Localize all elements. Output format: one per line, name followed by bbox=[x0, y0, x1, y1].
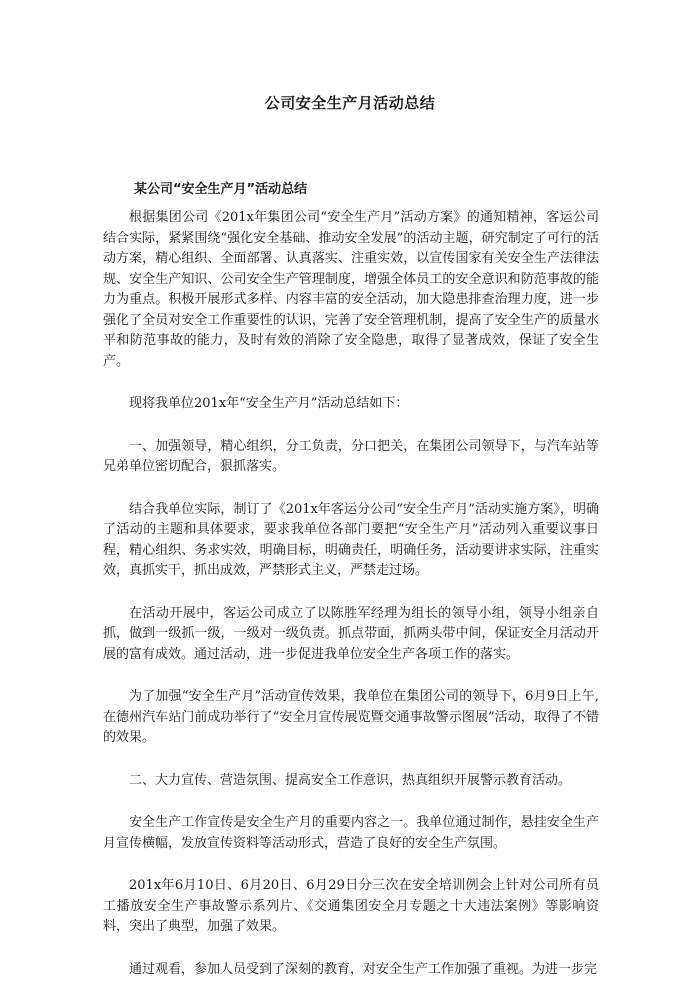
document-subtitle: 某公司“安全生产月”活动总结 bbox=[134, 182, 308, 197]
paragraph-implementation-plan: 结合我单位实际，制订了《201x年客运分公司“安全生产月”活动实施方案》，明确了活动的主题和具体要求，要求我单位各部门要把“安全生产月”活动列入重要议事日程，精心组织、务求实效，明确目标，明确责任，明确任务，活动要讲求实际，注重实效，真抓实干，抓出成效，严禁形式主义，严禁走过场。 bbox=[103, 501, 599, 578]
paragraph-publicity-event: 为了加强“安全生产月”活动宣传效果，我单位在集团公司的领导下，6月9日上午,在德州汽车站门前成功举行了“安全月宣传展览暨交通事故警示图展”活动，取得了不错的效果。 bbox=[103, 689, 599, 745]
paragraph-section-one-heading: 一、加强领导，精心组织，分工负责，分口把关，在集团公司领导下，与汽车站等兄弟单位密切配合，狠抓落实。 bbox=[103, 438, 599, 474]
paragraph-publicity-work: 安全生产工作宣传是安全生产月的重要内容之一。我单位通过制作，悬挂安全生产月宣传横幅，发放宣传资料等活动形式，营造了良好的安全生产氛围。 bbox=[103, 815, 599, 851]
paragraph-intro: 根据集团公司《201x年集团公司“安全生产月”活动方案》的通知精神，客运公司结合实际，紧紧围绕“强化安全基础、推动安全发展”的活动主题，研究制定了可行的活动方案，精心组织、全面部署、认真落实、注重实效，以宣传国家有关安全生产法律法规、安全生产知识、公司安全生产管理制度，增强全体员工的安全意识和防范事故的能力为重点。积极开展形式多样、内容丰富的安全活动，加大隐患排查治理力度，进一步强化了全员对安全工作重要性的认识，完善了安全管理机制，提高了安全生产的质量水平和防范事故的能力，及时有效的消除了安全隐患，取得了显著成效，保证了安全生产。 bbox=[103, 210, 599, 369]
paragraph-leadership-group: 在活动开展中，客运公司成立了以陈胜军经理为组长的领导小组，领导小组亲自抓，做到一级抓一级，一级对一级负责。抓点带面，抓两头带中间，保证安全月活动开展的富有成效。通过活动，进一步促进我单位安全生产各项工作的落实。 bbox=[103, 605, 599, 662]
paragraph-section-two-heading: 二、大力宣传、营造氛围、提高安全工作意识，热真组织开展警示教育活动。 bbox=[129, 772, 572, 788]
document-title: 公司安全生产月活动总结 bbox=[264, 94, 436, 112]
paragraph-summary-lead: 现将我单位201x年“安全生产月”活动总结如下： bbox=[129, 396, 409, 411]
paragraph-warning-films: 201x年6月10日、6月20日、6月29日分三次在安全培训例会上针对公司所有员工播放安全生产事故警示系列片、《交通集团安全月专题之十大违法案例》等影响资料，突出了典型，加强了效果。 bbox=[103, 878, 599, 934]
document-body bbox=[103, 208, 599, 1002]
paragraph-viewing-effect: 通过观看，参加人员受到了深刻的教育，对安全生产工作加强了重视。为进一步完 bbox=[129, 961, 598, 977]
